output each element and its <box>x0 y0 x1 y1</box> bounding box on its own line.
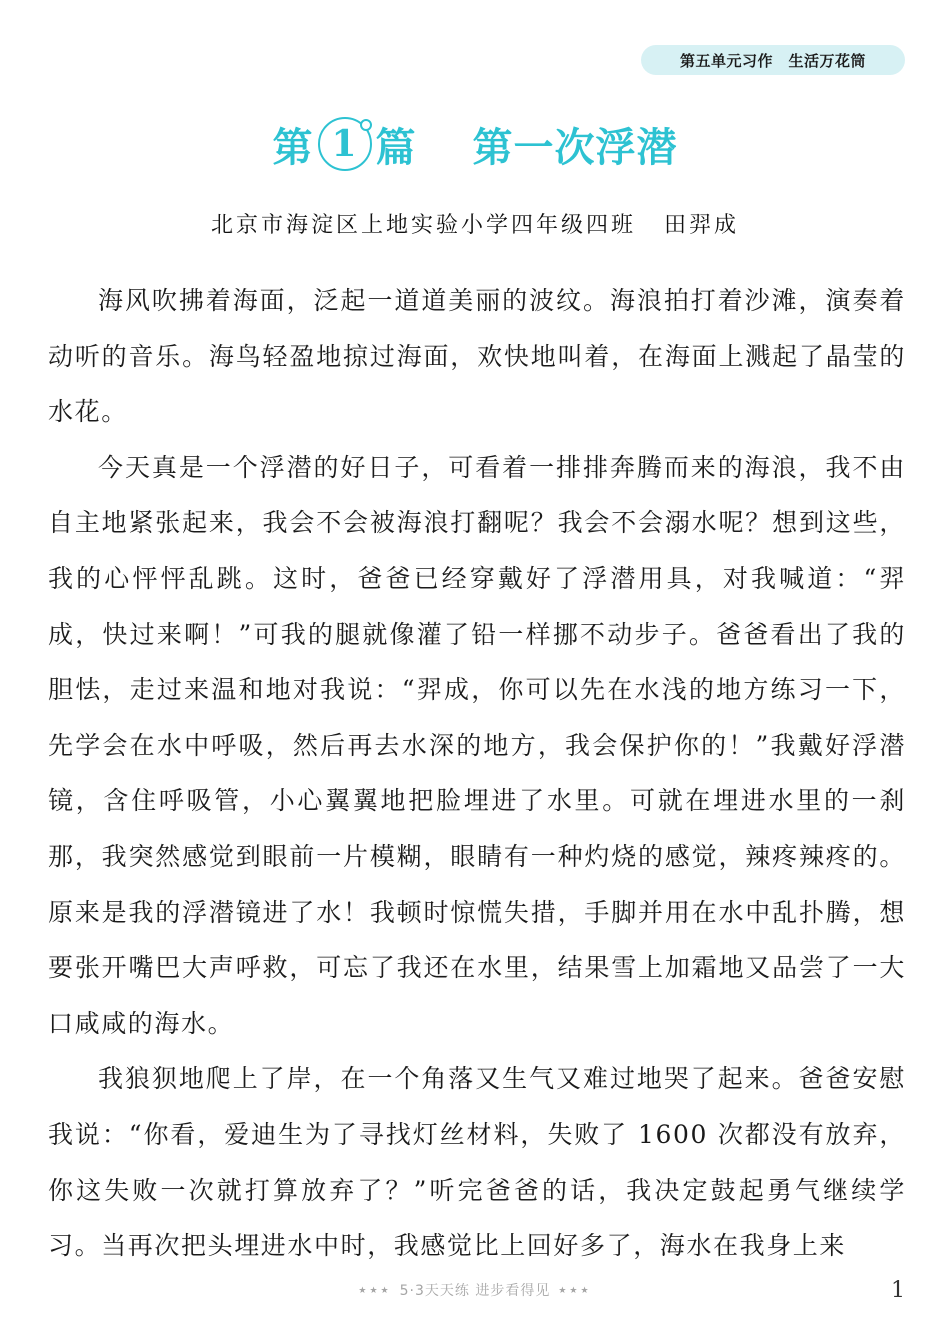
paragraph: 今天真是一个浮潜的好日子，可看着一排排奔腾而来的海浪，我不由自主地紧张起来，我会不会被海浪打翻呢？我会不会溺水呢？想到这些，我的心怦怦乱跳。这时，爸爸已经穿戴好了浮潜用具，对我喊道：“羿成，快过来啊！”可我的腿就像灌了铅一样挪不动步子。爸爸看出了我的胆怯，走过来温和地对我说：“羿成，你可以先在水浅的地方练习一下，先学会在水中呼吸，然后再去水深的地方，我会保护你的！”我戴好浮潜镜，含住呼吸管，小心翼翼地把脸埋进了水里。可就在埋进水里的一刹那，我突然感觉到眼前一片模糊，眼睛有一种灼烧的感觉，辣疼辣疼的。原来是我的浮潜镜进了水！我顿时惊慌失措，手脚并用在水中乱扑腾，想要张开嘴巴大声呼救，可忘了我还在水里，结果雪上加霜地又品尝了一大口咸咸的海水。 <box>48 452 906 1038</box>
author-school: 北京市海淀区上地实验小学四年级四班 <box>210 213 636 238</box>
author-line <box>0 208 950 244</box>
paragraph: 我狼狈地爬上了岸，在一个角落又生气又难过地哭了起来。爸爸安慰我说：“你看，爱迪生为了寻找灯丝材料，失败了 1600 次都没有放弃，你这失败一次就打算放弃了？”听完爸爸的话，我决定鼓起勇气继续学习。当再次把头埋进水中时，我感觉比上回好多了，海水在我身上来 <box>48 1064 906 1261</box>
author-name: 田羿成 <box>664 213 740 238</box>
page-number: 1 <box>891 1278 905 1303</box>
paragraph: 海风吹拂着海面，泛起一道道美丽的波纹。海浪拍打着沙滩，演奏着动听的音乐。海鸟轻盈地掠过海面，欢快地叫着，在海面上溅起了晶莹的水花。 <box>48 286 906 427</box>
title-prefix: 第 <box>272 124 314 171</box>
slogan-text: 5·3天天练 进步看得见 <box>399 1283 551 1299</box>
star-icon: ★★★ <box>358 1286 392 1296</box>
footer-slogan <box>0 1280 950 1304</box>
star-icon: ★★★ <box>558 1286 592 1296</box>
essay-body <box>48 273 906 1274</box>
title-text: 第一次浮潜 <box>472 124 678 171</box>
unit-tag: 第五单元习作 生活万花筒 <box>641 45 905 75</box>
essay-title <box>0 112 950 176</box>
title-number-circle: 1 <box>318 117 372 171</box>
title-suffix: 篇 <box>375 124 417 171</box>
